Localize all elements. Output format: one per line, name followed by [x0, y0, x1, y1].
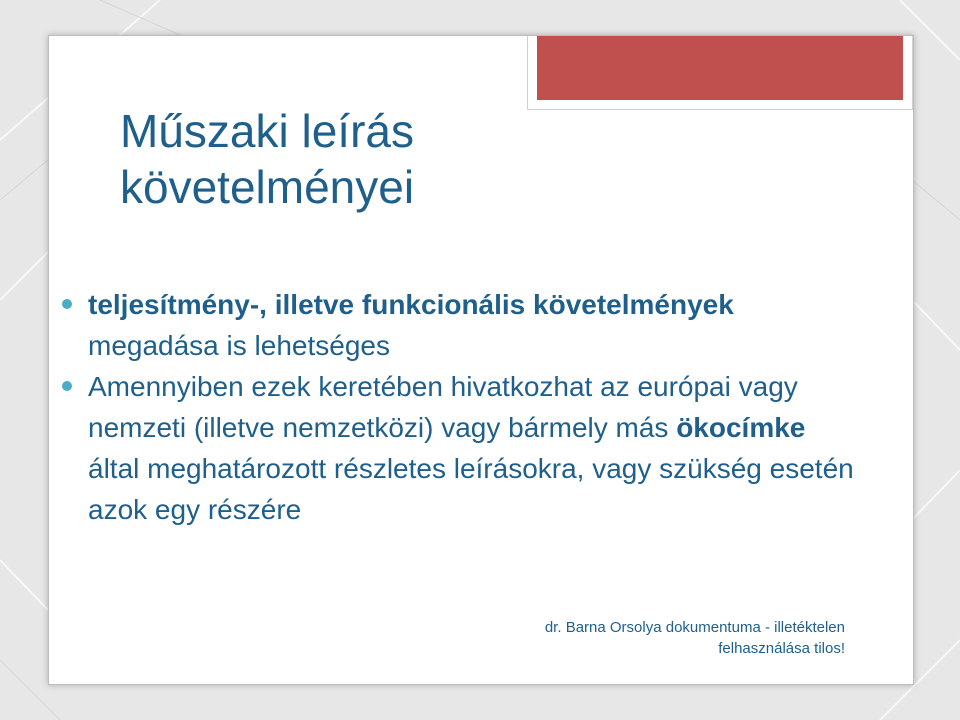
footer-line-2: felhasználása tilos!	[718, 640, 845, 657]
bullet-2-bold-text: ökocímke	[676, 412, 806, 443]
title-line-1: Műszaki leírás	[120, 105, 414, 157]
bullet-item-1	[62, 284, 862, 366]
decorative-red-tab	[537, 36, 903, 100]
bullet-dot-icon	[62, 381, 72, 391]
bullet-2-text-part-1: Amennyiben ezek keretében hivatkozhat az európai vagy nemzeti (illetve nemzetközi) vagy bármely más	[88, 371, 798, 443]
title-line-2: követelményei	[120, 161, 415, 213]
bullet-item-2	[62, 366, 862, 530]
bullet-2-text-part-2: által meghatározott részletes leírásokra, vagy szükség esetén azok egy részére	[88, 453, 854, 525]
bullet-1-bold-text: teljesítmény-, illetve funkcionális követelmények	[88, 289, 734, 320]
slide-title	[120, 103, 680, 215]
footer-line-1: dr. Barna Orsolya dokumentuma - illetéktelen	[544, 619, 845, 636]
bullet-dot-icon	[62, 299, 72, 309]
bullet-list	[62, 284, 862, 530]
slide-footer	[500, 617, 845, 659]
bullet-1-text: megadása is lehetséges	[88, 330, 390, 361]
